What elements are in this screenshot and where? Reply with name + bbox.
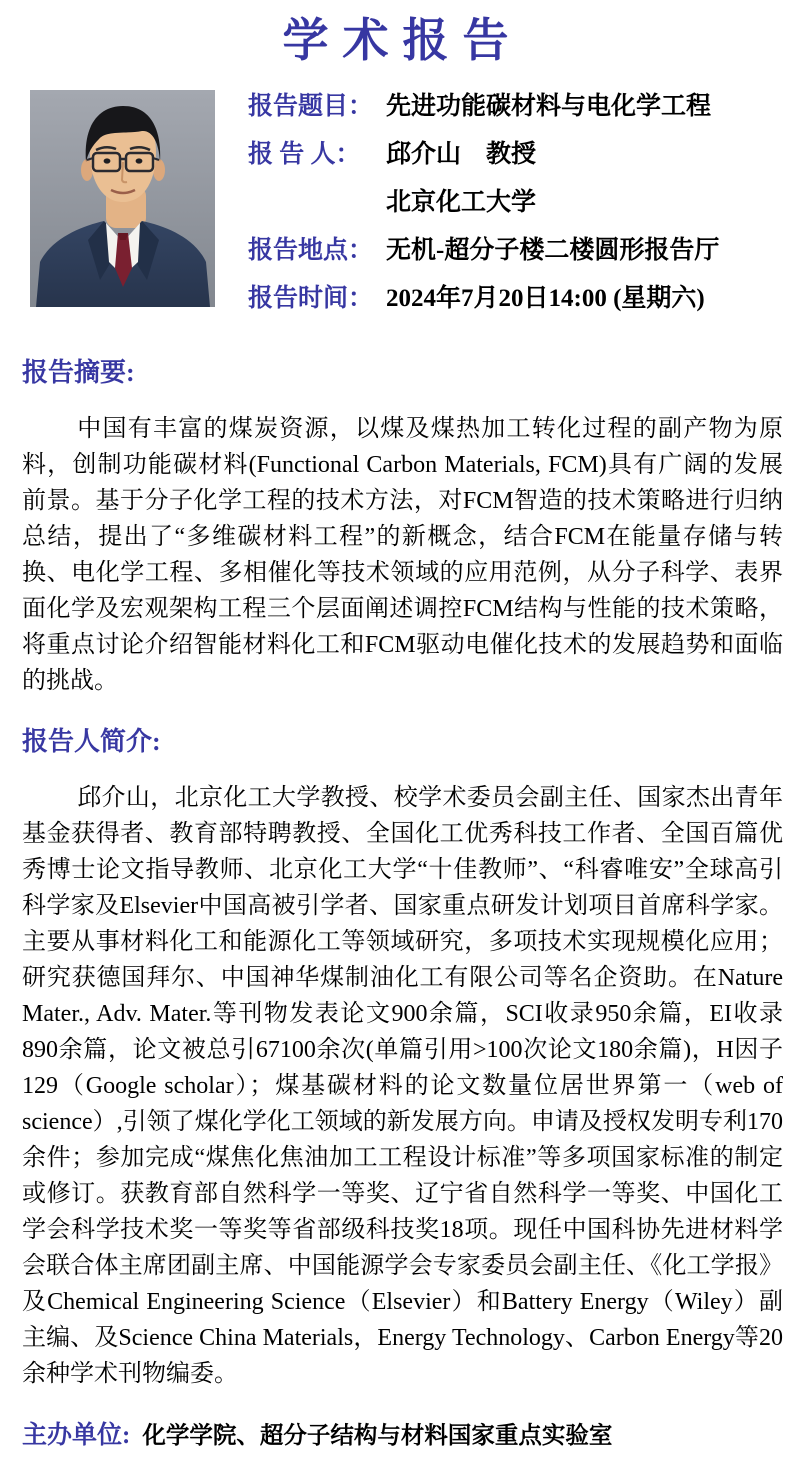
abstract-heading: 报告摘要: — [22, 358, 135, 387]
topic-label: 报告题目： — [248, 93, 374, 120]
organizer-label: 主办单位: — [22, 1422, 131, 1449]
info-row-speaker — [248, 138, 719, 172]
organizer-value: 化学学院、超分子结构与材料国家重点实验室 — [142, 1422, 613, 1448]
time-label: 报告时间： — [248, 285, 374, 312]
bio-paragraph: 邱介山，北京化工大学教授、校学术委员会副主任、国家杰出青年基金获得者、教育部特聘教授、全国化工优秀科技工作者、全国百篇优秀博士论文指导教师、北京化工大学“十佳教师”、“科睿唯安”全球高引科学家及Elsevier中国高被引学者、国家重点研发计划项目首席科学家。主要从事材料化工和能源化工等领域研究，多项技术实现规模化应用；研究获德国拜尔、中国神华煤制油化工有限公司等名企资助。在Nature Mater., Adv. Mater.等刊物发表论文900余篇，SCI收录950余篇，EI收录890余篇，论文被总引67100余次(单篇引用>100次论文180余篇)，H因子129（Google scholar）；煤基碳材料的论文数量位居世界第一（web of science）,引领了煤化学化工领域的新发展方向。申请及授权发明专利170余件；参加完成“煤焦化焦油加工工程设计标准”等多项国家标准的制定或修订。获教育部自然科学一等奖、辽宁省自然科学一等奖、中国化工学会科学技术奖一等奖等省部级科技奖18项。现任中国科协先进材料学会联合体主席团副主席、中国能源学会专家委员会副主任、《化工学报》及Chemical Engineering Science（Elsevier）和Battery Energy（Wiley）副主编、及Science China Materials，Energy Technology、Carbon Energy等20余种学术刊物编委。 — [22, 785, 783, 1387]
time-value: 2024年7月20日14:00 (星期六) — [386, 285, 705, 312]
speaker-label: 报 告 人： — [248, 141, 361, 168]
lecture-info — [248, 90, 719, 330]
location-label: 报告地点： — [248, 237, 374, 264]
abstract-paragraph: 中国有丰富的煤炭资源，以煤及煤热加工转化过程的副产物为原料，创制功能碳材料(Functional Carbon Materials, FCM)具有广阔的发展前景。基于分子化学工程的技术方法，对FCM智造的技术策略进行归纳总结，提出了“多维碳材料工程”的新概念，结合FCM在能量存储与转换、电化学工程、多相催化等技术领域的应用范例，从分子科学、表界面化学及宏观架构工程三个层面阐述调控FCM结构与性能的技术策略，将重点讨论介绍智能材料化工和FCM驱动电催化技术的发展趋势和面临的挑战。 — [22, 416, 783, 694]
affiliation-value: 北京化工大学 — [386, 189, 537, 216]
organizer-section — [22, 1418, 790, 1453]
info-row-location — [248, 234, 719, 268]
location-value: 无机-超分子楼二楼圆形报告厅 — [386, 237, 720, 264]
info-row-topic — [248, 90, 719, 124]
topic-value: 先进功能碳材料与电化学工程 — [386, 93, 712, 120]
header-section — [30, 90, 790, 330]
page-title: 学术报告 — [282, 15, 523, 66]
speaker-photo — [30, 90, 215, 307]
info-row-time — [248, 282, 719, 316]
info-row-affiliation — [248, 186, 719, 220]
speaker-value: 邱介山 教授 — [386, 141, 537, 168]
bio-heading: 报告人简介: — [22, 727, 161, 756]
speaker-portrait-illustration — [30, 90, 215, 307]
